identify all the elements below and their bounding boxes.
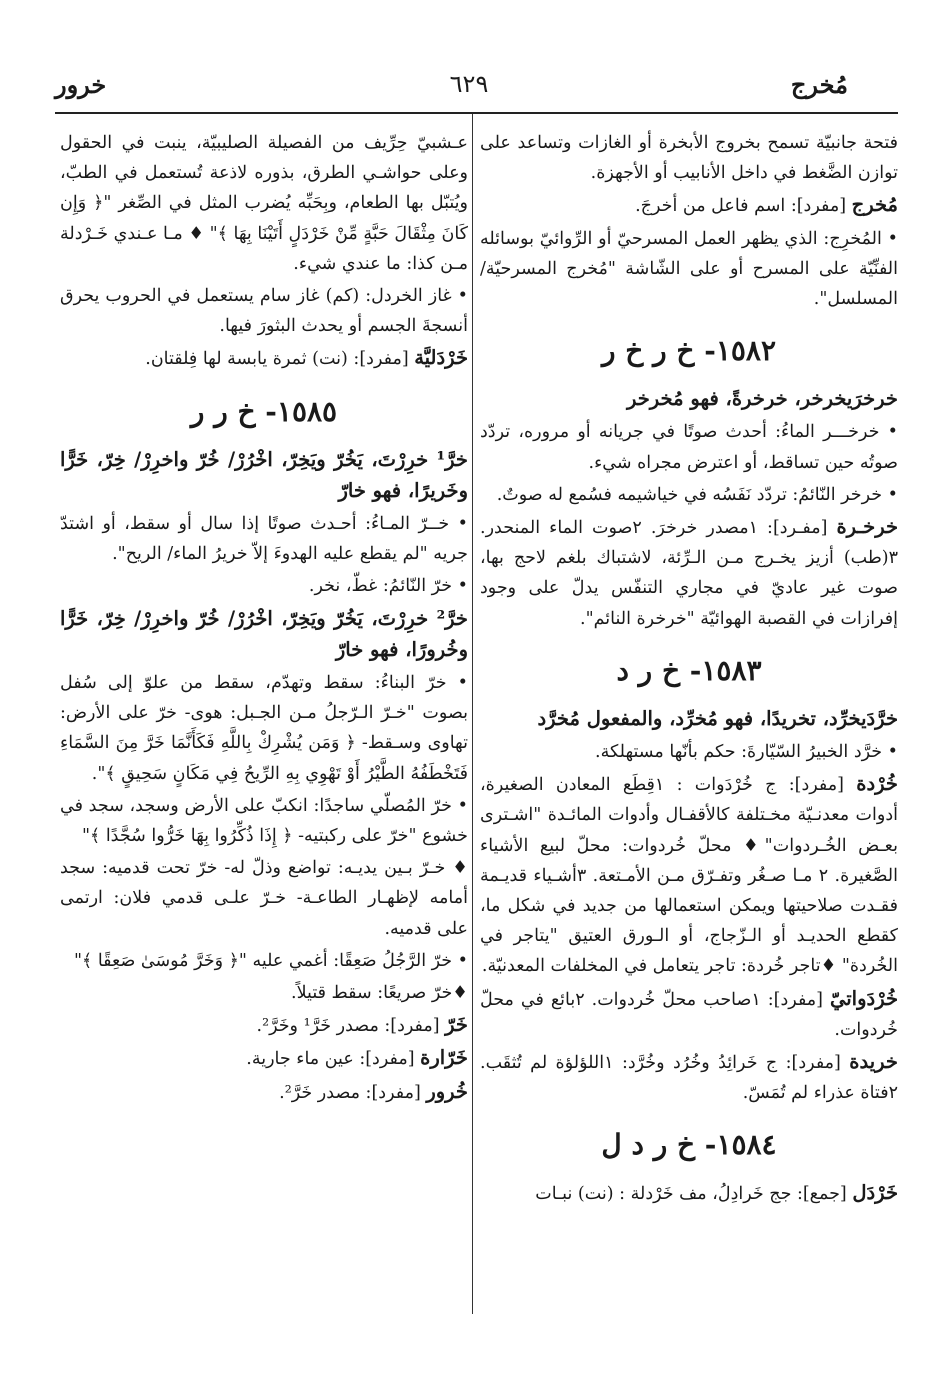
entry-headword: خُرْدة [856,772,898,796]
entry [480,190,898,221]
entry-definition: [مفرد]: مصدر خَرَّ¹ وخَرَّ². [256,1016,446,1037]
entry-definition: [مفرد]: ج خَرائِدُ وخُرُد وخُرَّد: ١اللؤلؤة لم تُثقَب. ٢فتاة عذراء لم تُمَسّ. [480,1053,898,1104]
entry-definition: [مفرد]: (نت) ثمرة يابسة لها فِلقتان. [145,349,415,370]
entry [480,384,898,415]
entry-headword: خرخرَيخرخر، خرخرةً، فهو مُخرخر [626,387,898,411]
entry-headword: خرَّدَيخرِّد، تخريدًا، فهو مُخرِّد، والمفعول مُخرَّد [537,706,898,730]
left-column [60,128,468,1110]
right-column [480,128,898,1212]
entry-headword: خرَّ¹ خرِرْتَ، يَخُرّ ويَخِرّ، اخْرُرْ/ خُرّ واخرِرْ/ خِرّ، خَرًّا وخَريرًا، فهو خارّ [60,447,468,502]
entry [480,512,898,634]
entry [60,445,468,507]
entry-headword: خرخـرة [836,515,899,539]
entry-text: • خرخر النّائمُ: تردّد نَفَسُه في خياشيمه فسُمع له صوتٌ. [496,484,898,505]
entry-text: عـشبيّ حِرِّيف من الفصيلة الصليبيّة، ينبت في الحقول وعلى حواشـي الطرق، بذوره لاذعة تُستعمل في الطبّ، ويُتبّل بها الطعام، وبِحَبِّه يُضرب المثل في الصِّغر "﴿ وَإِن كَانَ مِثْقَالَ حَبَّةٍ مِّنْ خَرْدَلٍ أَتَيْنَا بِهَا ﴾" ♦ مـا عـندي خَـرْدلة مـن كذا: ما عندي شيء. [60,133,468,274]
entry-definition: [مفرد]: ج خُرْدَوات : ١قِطَع المعادن الصغيرة، أدوات معدنـيّة مخـتلفة كالأقفـال وأدوات المائـدة "اشـترى بعـض الخُـردوات"♦ محلّ خُردوات: محلّ لبيع الأشياء الصَّغيرة. ٢ مـا صـغُر وتفـرّق مـن الأمـتعة. ٣أشـياء قديـمة فقـدت صلاحيتها ويمكن استعمالها من جديد في شكل ما، كقطع الحديـد أو الـزّجاج، أو الـورق العتيق "يتاجر في الخُردة" ♦تاجر خُردة: تاجر يتعامل في المخلفات المعدنيّة. [480,775,898,977]
entry-text: • خرَّد الخبيرُ السّيّارةَ: حكم بأنّها مستهلكة. [595,742,898,763]
entry [60,1043,468,1074]
entry [480,704,898,735]
entry [60,343,468,374]
header-right-word: مُخرج [790,70,848,99]
entry-definition: [مفرد]: عين ماء جارية. [246,1049,421,1070]
section-heading: ١٥٨٤- خ ر د ل [601,1128,777,1162]
entry-headword: خرَّ² خرِرْتَ، يَخُرّ ويَخِرّ، اخْرُرْ/ خُرّ واخرِرْ/ خِرّ، خَرًّا وخُرورًا، فهو خارّ [60,606,468,661]
entry-headword: مُخرج [851,193,898,217]
entry-text: • غاز الخردل: (كم) غاز سام يستعمل في الحروب يحرق أنسجةَ الجسم أو يحدث البثورَ فيها. [60,286,468,337]
entry [60,1010,468,1041]
entry [480,1047,898,1108]
section-heading: ١٥٨٥- خ ر ر [190,394,338,428]
entry-text: • خــرّ المـاءُ: أحـدث صوتًا إذا سال أو سقط، أو اشتدّ جريه "لم يقطع عليه الهدوءَ إلاّ خريرُ الماء/ الريح". [60,514,468,565]
entry [480,1178,898,1209]
entry [60,604,468,666]
entry-text: • خرّ النّائمُ: غطّ، نخر. [308,576,468,597]
entry-headword: خَرْدَليَّة [414,346,468,370]
entry-text: ♦خرّ صريعًا: سقط قتيلاً. [291,983,468,1004]
entry-definition: [مفرد]: اسم فاعل من أخرجَ. [635,196,852,217]
entry [60,1077,468,1108]
entry-headword: خَرّارة [420,1046,468,1070]
entry-text: فتحة جانبيّة تسمح بخروج الأبخرة أو الغازات وتساعد على توازن الضَّغط في داخل الأنابيب أو الأجهزة. [480,133,898,184]
entry-headword: خُرْدَواتيّ [830,986,899,1010]
header-left-word: خرور [55,70,107,99]
entry-headword: خَرّ [445,1013,468,1037]
entry-text: • المُخرِج: الذي يظهر العمل المسرحيّ أو الرِّوائيّ بوسائله الفنِّيّة على المسرح أو على الشّاشة "مُخرج المسرحيّة/ المسلسل". [480,228,898,310]
entry-text: • خرّ المُصلّي ساجدًا: انكبّ على الأرض وسجد، سجد في خشوع "خرّ على ركبتيه- ﴿ إِذَا ذُكِّرُوا بِهَا خَرُّوا سُجَّدًا ﴾" [60,795,468,847]
entry-definition: [مفرد]: ١صاحب محلّ خُردوات. ٢بائع في محلّ خُردوات. [480,989,898,1040]
page-number: ٦٢٩ [449,70,489,98]
entry-headword: خُرور [426,1079,468,1103]
entry-text: • خرّ الرَّجُلُ صَعِقًا: أغمي عليه "﴿ وَخَرَّ مُوسَىٰ صَعِقًا ﴾" [73,950,468,971]
entry-definition: [مفـرد]: ١مصدر خرخرَ. ٢صوت الماء المنحدر. ٣(طب) أزيز يخـرج مـن الـرِّئة، لاشتباك بلغم لاحج بها، صوت غير عاديّ في مجاري التنفّس يدلّ على وجود إفرازات في القصبة الهوائيّة "خرخرة النائم". [480,518,898,629]
entry-headword: خَرْدَل [852,1181,898,1205]
section-heading: ١٥٨٢- خ ر خ ر [602,334,776,368]
entry-text: • خرّ البناءُ: سقط وتهدّم، سقط من علوّ إلى سُفل بصوت "خـرّ الـرّجلُ مـن الجـبل: هوى- خرّ على الأرض: تهاوى وسـقط- ﴿ وَمَن يُشْرِكْ بِاللَّهِ فَكَأَنَّمَا خَرَّ مِنَ السَّمَاءِ فَتَخْطَفُهُ الطَّيْرُ أَوْ تَهْوِي بِهِ الرِّيحُ فِي مَكَانٍ سَحِيقٍ ﴾". [60,673,468,784]
section-heading: ١٥٨٣- خ ر د [616,653,762,687]
entry-definition: [مفرد]: مصدر خَرَّ². [279,1082,427,1103]
entry [480,984,898,1045]
entry-headword: خريدة [849,1050,898,1074]
column-divider [472,114,473,1314]
entry [480,769,898,981]
entry-text: ♦ خـرّ بـين يديـه: تواضع وذلّ له- خرّ تحت قدميه: سجد أمامه لإظهـار الطاعـة- خـرّ علـى قدمي فلان: ارتمى على قدميه. [60,858,468,939]
header-rule [55,112,898,114]
entry-definition: [جمع]: جج خَرادِلُ، مف خَرْدلة : (نت) نبـات [535,1184,853,1205]
entry-text: • خرخـــر الماءُ: أحدث صوتًا في جريانه أو مروره، تردّد صوتُه حين تساقط، أو اعترض مجراه شيء. [480,422,898,473]
